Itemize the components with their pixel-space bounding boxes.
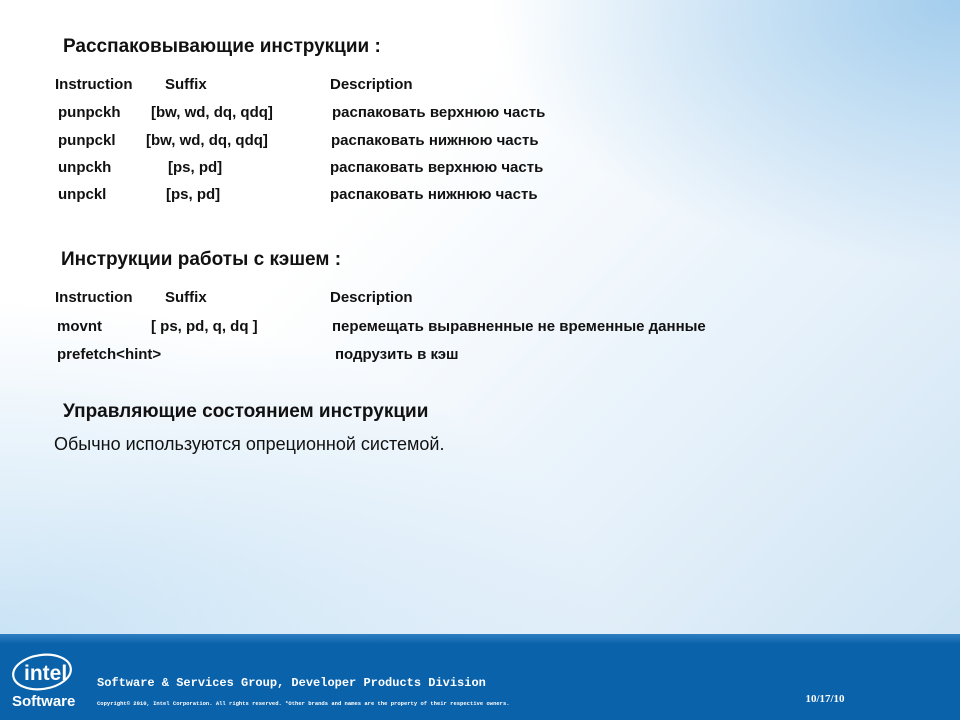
- unpack-row-description: распаковать верхнюю часть: [330, 159, 544, 176]
- cache-header-suffix: Suffix: [165, 289, 207, 306]
- cache-row-description: подрузить в кэш: [335, 346, 459, 363]
- unpack-row-instruction: unpckl: [58, 186, 107, 203]
- division-name: Software & Services Group, Developer Products Division: [97, 676, 486, 690]
- unpack-header-instruction: Instruction: [55, 76, 133, 93]
- copyright-notice: Copyright© 2010, Intel Corporation. All rights reserved. *Other brands and names are the property of their respective owners.: [97, 700, 510, 707]
- cache-row-suffix: [ ps, pd, q, dq ]: [151, 318, 258, 335]
- footer: [0, 634, 960, 720]
- state-section-text: Обычно используются опреционной системой.: [54, 434, 445, 454]
- state-section-title: Управляющие состоянием инструкции: [63, 401, 429, 422]
- logo-text: intel: [24, 662, 68, 685]
- unpack-row-description: распаковать нижнюю часть: [331, 132, 539, 149]
- unpack-row-suffix: [bw, wd, dq, qdq]: [146, 132, 268, 149]
- unpack-row-instruction: punpckl: [58, 132, 116, 149]
- unpack-row-instruction: unpckh: [58, 159, 112, 176]
- intel-software-logo: [10, 650, 78, 712]
- cache-row-instruction: prefetch<hint>: [57, 346, 162, 363]
- unpack-section-title: Расспаковывающие инструкции :: [63, 36, 381, 57]
- footer-band: [0, 634, 960, 644]
- unpack-row-suffix: [ps, pd]: [168, 159, 223, 176]
- unpack-row-suffix: [ps, pd]: [166, 186, 221, 203]
- unpack-row-instruction: punpckh: [58, 104, 121, 121]
- slide-date: 10/17/10: [805, 693, 845, 705]
- unpack-row-description: распаковать нижнюю часть: [330, 186, 538, 203]
- unpack-row-suffix: [bw, wd, dq, qdq]: [151, 104, 273, 121]
- unpack-header-description: Description: [330, 76, 413, 93]
- unpack-header-suffix: Suffix: [165, 76, 207, 93]
- cache-row-instruction: movnt: [57, 318, 102, 335]
- cache-header-instruction: Instruction: [55, 289, 133, 306]
- cache-section-title: Инструкции работы с кэшем :: [61, 249, 342, 270]
- cache-row-description: перемещать выравненные не временные данные: [332, 318, 706, 335]
- logo-subtext: Software: [12, 693, 76, 710]
- cache-header-description: Description: [330, 289, 413, 306]
- unpack-row-description: распаковать верхнюю часть: [332, 104, 546, 121]
